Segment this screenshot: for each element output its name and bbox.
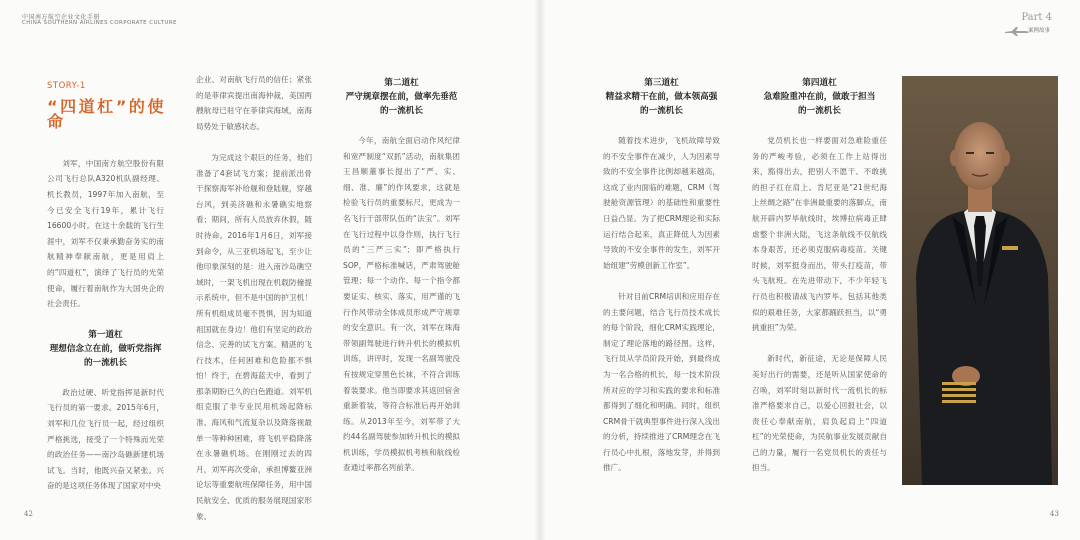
section-2-heading [343, 76, 460, 118]
section-1-subtitle: 理想信念立在前，做听党指挥 [49, 343, 162, 354]
section-3-subtitle-cont: 的一流机长 [640, 106, 683, 116]
section-1-paragraph-cont: 企业、对南航飞行员的信任；紧张的是菲律宾提出南海仲裁，美国两艘航母已驻守在菲律宾海域，南海局势处于敏感状态。 [196, 75, 312, 131]
book-spine [534, 0, 546, 540]
section-3-heading [603, 76, 720, 118]
section-2-subtitle-cont: 的一流机长 [380, 106, 423, 116]
story-title: “四道杠”的使命 [47, 96, 164, 132]
page-number-left: 42 [24, 510, 33, 518]
section-2-title: 第二道杠 [384, 78, 419, 88]
magazine-title-cn: 中国南方航空企业文化手册 [22, 14, 101, 21]
section-1-title: 第一道杠 [88, 329, 123, 340]
section-4-subtitle-cont: 的一流机长 [798, 106, 841, 116]
section-4-subtitle: 急难险重冲在前，做敢于担当 [763, 92, 876, 102]
column-4 [603, 76, 720, 476]
section-1-heading [47, 328, 164, 370]
section-3-paragraph-1: 随着技术进步，飞机故障导致的不安全事件在减少，人为因素导致的不安全事件比例却越来越高，这成了业内面临的难题，CRM（驾驶舱资源管理）的基础性和重要性日益凸显。为了把CRM理论和实际运行结合起来，真正降低人为因素导致的不安全事件的发生，刘军开始组建“劳模创新工作室”。 [603, 136, 720, 270]
section-4-heading [752, 76, 887, 118]
page-number-right: 43 [1050, 510, 1059, 518]
column-5 [752, 76, 887, 476]
part-label: Part 4 [1021, 12, 1052, 23]
column-1 [47, 74, 164, 494]
section-1-paragraph-2: 为完成这个艰巨的任务，他们准备了4套试飞方案；提前派出骨干探察海军补给舰和登陆舰，穿越台风，到美济礁和永暑礁实地察看；期间，所有人员放弃休假，随时待命。2016年1月6日，刘军接到命令，从三亚机场起飞，至少让他印象深刻的是：进入南沙岛礁空域时，一架飞机出现在机载防撞提示系统中，但不是中国的护卫机！所有机组成员毫不畏惧，因为知道祖国就在身边！他们有坚定的政治信念、完善的试飞方案、精湛的飞行技术，任何困难和危险都不惧怕！终于，在碧海蓝天中，看到了那条期盼已久的白色跑道。刘军机组克服了非专业民用机场起降标准、海风和气流复杂以及降落视最单一等种种困难，将飞机平稳降落在永暑礁机场。在刚刚过去的四月，刘军再次受命，承担博鳌亚洲论坛等重要航班保障任务，用中国民航安全、优质的服务展现国家形象。 [196, 152, 312, 521]
column-2 [196, 72, 312, 524]
section-4-title: 第四道杠 [802, 78, 837, 88]
column-3 [343, 76, 460, 476]
section-4-paragraph-2: 新时代，新征途，无论是保障人民美好出行的需要，还是听从国家使命的召唤，刘军时刻以新时代一流机长的标准严格要求自己，以爱心回报社会，以责任心奉献南航，肩负起肩上“四道杠”的光荣使命，为民航事业发展贡献自己的力量，履行一名党员机长的责任与担当。 [752, 354, 887, 473]
section-label: 案例故事 [1027, 28, 1050, 34]
section-3-subtitle: 精益求精干在前，做本领高强 [605, 92, 718, 102]
story-label: STORY-1 [47, 81, 86, 91]
section-1-paragraph: 政治过硬、听党指挥是新时代飞行员的第一要求。2015年6月，刘军和几位飞行员一起，经过组织严格挑选，接受了一个特殊而光荣的政治任务——南沙岛礁新建机场试飞。当时，他既兴奋又紧张。兴奋的是这项任务体现了国家对中央 [47, 387, 164, 491]
pilot-portrait-photo [902, 76, 1058, 485]
section-4-paragraph-1: 党员机长也一样要面对急难险重任务的严峻考验，必须在工作上站得出来，豁得出去，把别人不愿干、不敢挑的担子扛在肩上。肯尼亚是“21世纪海上丝绸之路”在非洲最重要的落脚点，南航开辟内罗毕航线时，埃博拉病毒正肆虐整个非洲大陆，飞这条航线不仅航线本身艰苦，还必须克服病毒疫苗。关键时候，刘军挺身而出，带头打疫苗，带头飞航班。在先进带动下，不少年轻飞行员也积极请战飞内罗毕。包括其他类似的艰难任务，大家都踊跃担当，以“勇挑重担”为荣。 [752, 136, 887, 333]
intro-paragraph: 刘军，中国南方航空股份有限公司飞行总队A320机队副经理、机长教员，1997年加入南航，至今已安全飞行19年，累计飞行16600小时。在这十余载的飞行生涯中，刘军不仅秉承勤奋务实的南航精神奉献南航，更是用肩上的“四道杠”，演绎了飞行员的光荣使命，履行着南航作为大国央企的社会责任。 [47, 158, 164, 309]
section-1-subtitle-cont: 的一流机长 [84, 357, 127, 368]
section-3-paragraph-2: 针对目前CRM培训和应用存在的主要问题，结合飞行员技术成长的每个阶段，细化CRM实践理论，制定了理论落地的路径图。这样，飞行员从学员阶段开始，到最终成为一名合格的机长，每一技术阶段所对应的学习和实践的要求和标准都得到了细化和明确。同时，组织CRM骨干就典型事件进行深入浅出的分析，持续推进了CRM理念在飞行员心中扎根，落地发芽，并得到推广。 [603, 291, 720, 473]
section-2-subtitle: 严守规章摆在前，做率先垂范 [345, 92, 458, 102]
magazine-title-en: CHINA SOUTHERN AIRLINES CORPORATE CULTURE [22, 20, 177, 26]
section-2-paragraph: 今年，南航全面启动作风纪律和宽严制度“双抓”活动，南航集团王昌顺董事长提出了“严、实、细、准、廉”的作风要求，这就是检验飞行员的重要标尺，更成为一名飞行干部带队伍的“法宝”。刘军在飞行过程中以身作则，执行飞行员的“三严三实”；即严格执行SOP，严格标准喊话，严肃驾驶舱管理；每一个动作、每一个指令都要证实、核实、落实，用严谨的飞行作风带动全体成员形成严守规章的安全意识。有一次，刘军在珠海带领副驾驶进行转升机长的模拟机训练，讲评时，发现一名副驾驶没有按规定穿黑色长袜，不符合训练着装要求。他当即要求其返回宿舍重新着装，等符合标准后再开始训练。从2013年至今，刘军带了大约44名副驾驶参加转升机长的模拟机训练，学员模拟机考核和航线检查通过率都名列前茅。 [343, 136, 460, 473]
plane-icon [1004, 26, 1030, 36]
section-3-title: 第三道杠 [644, 78, 679, 88]
